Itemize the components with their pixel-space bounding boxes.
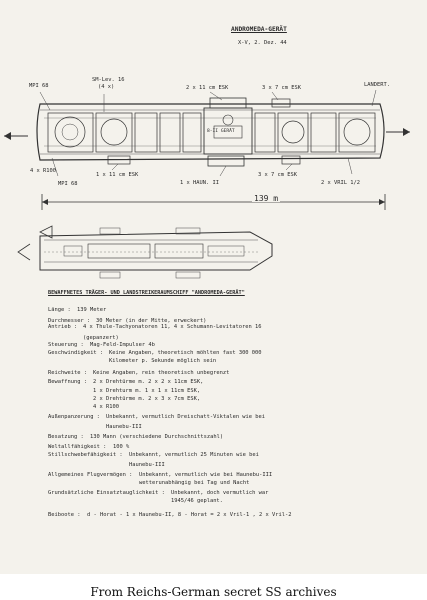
spec-label: Geschwindigkeit : [48,350,104,356]
spec-value: 2 x Drehtürme m. 2 x 3 x 7cm ESK, [93,396,201,402]
spec-label: Durchmesser : [48,318,91,324]
spec-value: d - Horat - 1 x Haunebu-II, 8 - Horat = 2 x Vril-1 , 2 x Vril-2 [87,512,292,518]
spec-value: 4 x Thule-Tachyonatoren 11, 4 x Schumann-Levitatoren 16 [83,324,262,330]
label-esk-bottom-right: 3 x 7 cm ESK [258,172,297,178]
document-date: X-V, 2. Dez. 44 [238,40,287,46]
spec-label: Bewaffnung : [48,379,87,385]
spec-value: Haunebu-III [106,424,142,430]
label-landert: LANDERT. [364,82,390,88]
label-mpi-bottom: MPI 68 [58,181,78,187]
label-vril: 2 x VRIL 1/2 [321,180,360,186]
label-r100: 4 x R100 [30,168,56,174]
spec-label: Antrieb : [48,324,78,330]
spec-value: 1945/46 geplant. [171,498,223,504]
spec-value: Keine Angaben, rein theoretisch unbegrenzt [93,370,230,376]
spec-value: 1 x Drehturm m. 1 x 1 x 11cm ESK, [93,388,201,394]
spec-label: Allgemeines Flugvermögen : [48,472,133,478]
spec-value: wetterunabhängig bei Tag und Nacht [139,480,250,486]
spec-value: 139 Meter [77,307,107,313]
label-gerat: 8-II GERÄT [207,129,235,134]
label-mpi-top: MPI 68 [29,83,49,89]
spec-label: Außenpanzerung : [48,414,100,420]
document-title: ANDROMEDA-GERÄT [231,26,287,33]
spec-label: Steuerung : [48,342,84,348]
chevron-left-icon [18,244,30,260]
spec-value: Unbekannt, vermutlich Dreischatt-Viktalen wie bei [106,414,266,420]
spec-value: Kilometer p. Sekunde möglich sein [109,358,217,364]
label-esk-top: 2 x 11 cm ESK [186,85,229,91]
spec-label: Weltallfähigkeit : [48,444,107,450]
spec-label: Grundsätzliche Einsatztauglichkeit : [48,490,165,496]
label-haun: 1 x HAUN. II [180,180,219,186]
length-label: 139 m [254,194,279,203]
spec-label: Besatzung : [48,434,84,440]
spec-value: 100 % [113,444,130,450]
spec-value: Unbekannt, vermutlich wie bei Haunebu-III [139,472,273,478]
label-sm-lev-count: (4 x) [98,84,115,90]
label-esk-bottom: 1 x 11 cm ESK [96,172,139,178]
spec-value: Keine Angaben, theoretisch möhlten fast 300 000 [109,350,262,356]
spec-value: Unbekannt, vermutlich 25 Minuten wie bei [129,452,259,458]
spec-value: (gepanzert) [83,335,119,341]
label-esk-right: 3 x 7 cm ESK [262,85,301,91]
spec-label: Länge : [48,307,71,313]
spec-label: Reichweite : [48,370,87,376]
spec-value: 130 Mann (verschiedene Durchschnittszahl) [90,434,224,440]
spec-label: Stillschwebefähigkeit : [48,452,123,458]
spec-value: Mag-Feld-Impulser 4b [90,342,155,348]
section-title: BEWAFFNETES TRÄGER- UND LANDSTREIKERAUMSCHIFF "ANDROMEDA-GERÄT" [48,290,245,296]
plan-hull-outline [40,232,272,270]
spec-label: Beiboote : [48,512,81,518]
spec-value: 30 Meter (in der Mitte, erweckert) [96,318,207,324]
label-sm-lev: SM-Lev. 16 [92,77,125,83]
spec-value: 4 x R100 [93,404,119,410]
spec-value: 2 x Drehtürme m. 2 x 2 x 11cm ESK, [93,379,204,385]
image-caption: From Reichs-German secret SS archives [90,585,337,599]
spec-value: Unbekannt, doch vermutlich war [171,490,269,496]
spec-value: Haunebu-III [129,462,165,468]
